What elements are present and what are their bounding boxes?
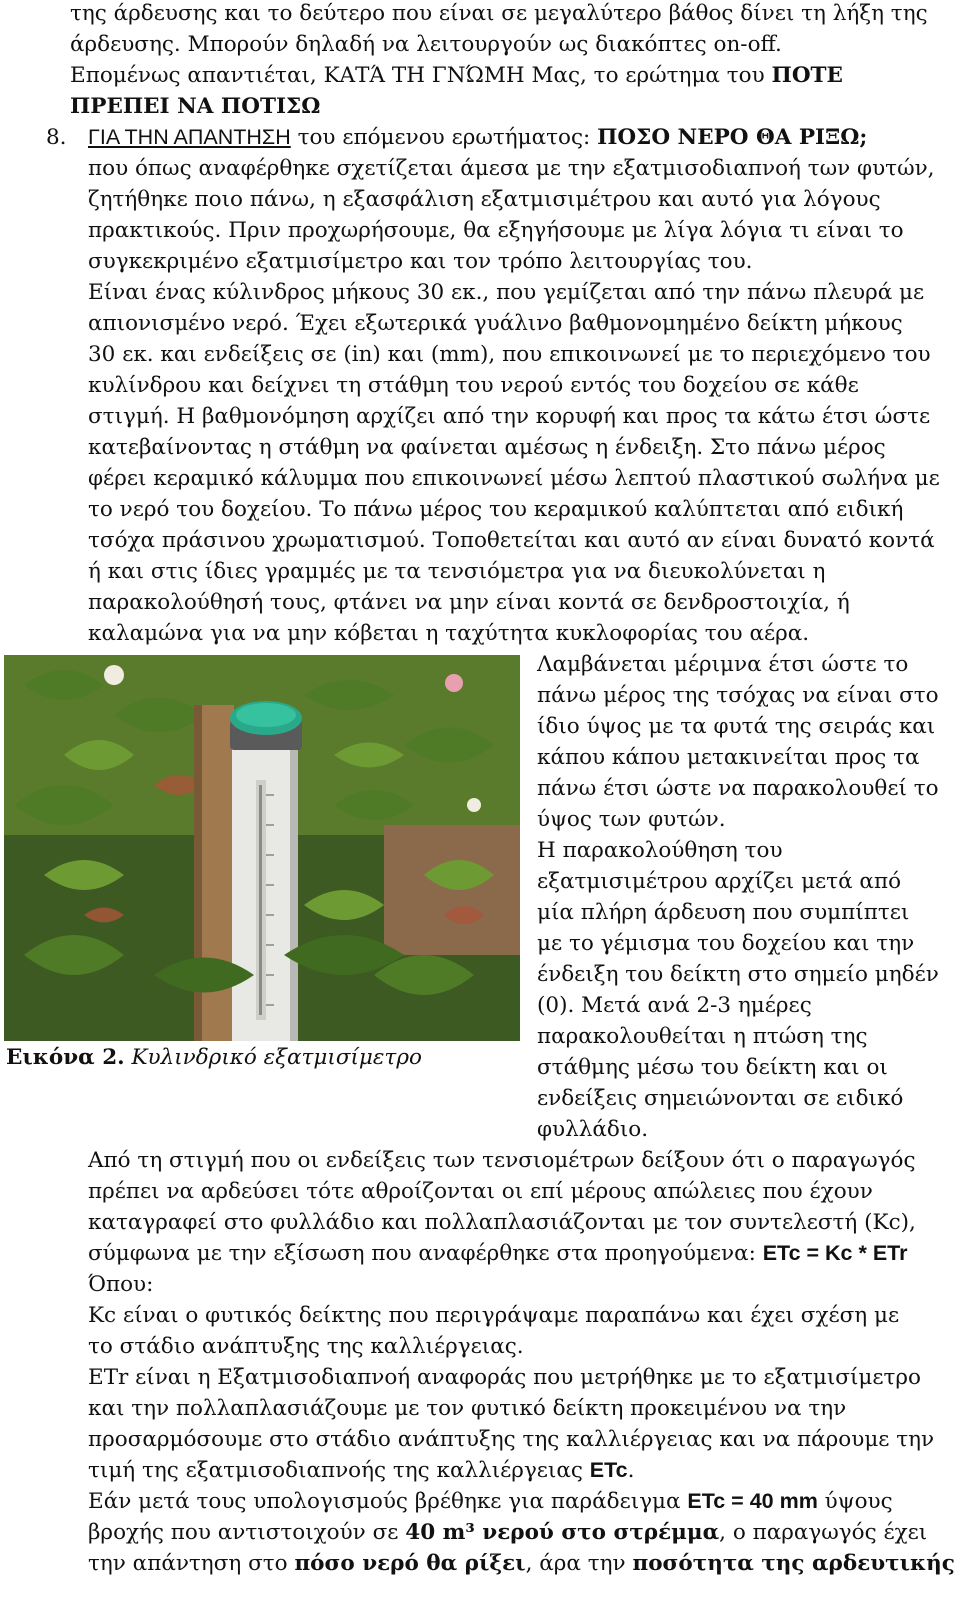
evaporimeter-photo xyxy=(4,655,520,1041)
bold-text: ποσότητα της αρδευτικής xyxy=(632,1551,955,1576)
text-line: και την πολλαπλασιάζουμε με τον φυτικό δείκτη προκειμένου να την xyxy=(88,1396,847,1421)
bold-text: ΠΟΤΕ xyxy=(771,63,843,88)
caption-label: Εικόνα 2. xyxy=(6,1045,125,1070)
text-line: καλαμώνα για να μην κόβεται η ταχύτητα κυκλοφορίας του αέρα. xyxy=(88,621,810,646)
equation-line xyxy=(88,1238,907,1269)
text-line xyxy=(88,1455,634,1486)
text-span: τιμή της εξατμισοδιαπνοής της καλλιέργειας xyxy=(88,1458,590,1483)
text-line xyxy=(88,1486,893,1517)
bold-text: ΠΟΣΟ ΝΕΡΟ ΘΑ ΡΙΞΩ; xyxy=(597,125,868,150)
text-line: ETr είναι η Εξατμισοδιαπνοή αναφοράς που μετρήθηκε με το εξατμισίμετρο xyxy=(88,1365,921,1390)
text-span: την απάντηση στο xyxy=(88,1551,295,1576)
text-line: της άρδευσης και το δεύτερο που είναι σε μεγαλύτερο βάθος δίνει τη λήξη της xyxy=(70,1,928,26)
text-line: καταγραφεί στο φυλλάδιο και πολλαπλασιάζονται με τον συντελεστή (Kc), xyxy=(88,1210,916,1235)
text-span: του επόμενου ερωτήματος: xyxy=(290,125,598,150)
text-line: Όπου: xyxy=(88,1272,154,1297)
underlined-text: ΓΙΑ ΤΗΝ ΑΠΑΝΤΗΣΗ xyxy=(88,125,291,149)
bold-text: πόσο νερό θα ρίξει xyxy=(294,1551,526,1576)
side-text-line: φυλλάδιο. xyxy=(537,1117,649,1142)
side-text-line: με το γέμισμα του δοχείου και την xyxy=(537,931,915,956)
bold-text: ΠΡΕΠΕΙ ΝΑ ΠΟΤΙΣΩ xyxy=(70,94,321,119)
text-line: πρακτικούς. Πριν προχωρήσουμε, θα εξηγήσουμε με λίγα λόγια τι είναι το xyxy=(88,218,904,243)
text-line: το νερό του δοχείου. Το πάνω μέρος του κεραμικού καλύπτεται από ειδική xyxy=(88,497,904,522)
text-line: τσόχα πράσινου χρωματισμού. Τοποθετείται και αυτό αν είναι δυνατό κοντά xyxy=(88,528,935,553)
side-text-line: ενδείξεις σημειώνονται σε ειδικό xyxy=(537,1086,904,1111)
text-line: προσαρμόσουμε στο στάδιο ανάπτυξης της καλλιέργειας και να πάρουμε την xyxy=(88,1427,935,1452)
text-line xyxy=(70,60,843,91)
side-text-line: Λαμβάνεται μέριμνα έτσι ώστε το xyxy=(537,652,909,677)
text-line: που όπως αναφέρθηκε σχετίζεται άμεσα με την εξατμισοδιαπνοή των φυτών, xyxy=(88,156,935,181)
text-line: το στάδιο ανάπτυξης της καλλιέργειας. xyxy=(88,1334,524,1359)
side-text-line: παρακολουθείται η πτώση της xyxy=(537,1024,868,1049)
text-span: ύψους xyxy=(817,1489,893,1514)
side-text-line: (0). Μετά ανά 2-3 ημέρες xyxy=(537,993,812,1018)
text-line xyxy=(88,1548,955,1579)
text-span: βροχής που αντιστοιχούν σε xyxy=(88,1520,406,1545)
side-text-line: ένδειξη του δείκτη στο σημείο μηδέν xyxy=(537,962,939,987)
text-line: πρέπει να αρδεύσει τότε αθροίζονται οι επί μέρους απώλειες που έχουν xyxy=(88,1179,873,1204)
bold-heading xyxy=(70,91,320,122)
side-text-line: πάνω έτσι ώστε να παρακολουθεί το xyxy=(537,776,939,801)
text-line: 30 εκ. και ενδείξεις σε (in) και (mm), που επικοινωνεί με το περιεχόμενο του xyxy=(88,342,931,367)
text-line: συγκεκριμένο εξατμισίμετρο και τον τρόπο λειτουργίας του. xyxy=(88,249,753,274)
text-line xyxy=(88,1517,927,1548)
item-number: 8. xyxy=(46,125,67,150)
figure-caption xyxy=(6,1042,422,1073)
side-text-line: πάνω μέρος της τσόχας να είναι στο xyxy=(537,683,939,708)
text-line: κατεβαίνοντας η στάθμη να φαίνεται αμέσως η ένδειξη. Στο πάνω μέρος xyxy=(88,435,886,460)
side-text-line: Η παρακολούθηση του xyxy=(537,838,783,863)
text-span: Επομένως απαντιέται, ΚΑΤΆ ΤΗ ΓΝΏΜΗ Μας, το ερώτημα του xyxy=(70,63,772,88)
bold-text: ETc = 40 mm xyxy=(687,1489,818,1513)
side-text-line: εξατμισιμέτρου αρχίζει μετά από xyxy=(537,869,902,894)
bold-text: ETc xyxy=(589,1458,628,1482)
text-line: άρδευσης. Μπορούν δηλαδή να λειτουργούν ως διακόπτες on-off. xyxy=(70,32,782,57)
text-line: κυλίνδρου και δείχνει τη στάθμη του νερού εντός του δοχείου σε κάθε xyxy=(88,373,859,398)
text-line: ή και στις ίδιες γραμμές με τα τενσιόμετρα για να διευκολύνεται η xyxy=(88,559,826,584)
text-line: φέρει κεραμικό κάλυμμα που επικοινωνεί μέσω λεπτού πλαστικού σωλήνα με xyxy=(88,466,940,491)
text-span: , ο παραγωγός έχει xyxy=(719,1520,928,1545)
side-text-line: μία πλήρη άρδευση που συμπίπτει xyxy=(537,900,910,925)
text-line: Είναι ένας κύλινδρος μήκους 30 εκ., που γεμίζεται από την πάνω πλευρά με xyxy=(88,280,925,305)
side-text-line: ύψος των φυτών. xyxy=(537,807,726,832)
text-line: παρακολούθησή τους, φτάνει να μην είναι κοντά σε δενδροστοιχία, ή xyxy=(88,590,850,615)
text-line: Από τη στιγμή που οι ενδείξεις των τενσιομέτρων δείξουν ότι ο παραγωγός xyxy=(88,1148,916,1173)
text-line: απιονισμένο νερό. Έχει εξωτερικά γυάλινο βαθμονομημένο δείκτη μήκους xyxy=(88,311,903,336)
side-text-line: ίδιο ύψος με τα φυτά της σειράς και xyxy=(537,714,936,739)
text-line: Kc είναι ο φυτικός δείκτης που περιγράψαμε παραπάνω και έχει σχέση με xyxy=(88,1303,900,1328)
side-text-line: στάθμης μέσω του δείκτη και οι xyxy=(537,1055,888,1080)
side-text-line: κάπου κάπου μετακινείται προς τα xyxy=(537,745,920,770)
equation: ETc = Kc * ETr xyxy=(762,1241,908,1265)
caption-text: Κυλινδρικό εξατμισίμετρο xyxy=(124,1045,422,1070)
text-line: στιγμή. Η βαθμονόμηση αρχίζει από την κορυφή και προς τα κάτω έτσι ώστε xyxy=(88,404,931,429)
item-heading xyxy=(88,122,867,153)
text-line: ζητήθηκε ποιο πάνω, η εξασφάλιση εξατμισιμέτρου και αυτό για λόγους xyxy=(88,187,881,212)
text-span: , άρα την xyxy=(525,1551,633,1576)
text-span: . xyxy=(627,1458,635,1483)
text-span: σύμφωνα με την εξίσωση που αναφέρθηκε στα προηγούμενα: xyxy=(88,1241,763,1266)
bold-text: 40 m³ νερού στο στρέμμα xyxy=(405,1520,720,1545)
text-span: Εάν μετά τους υπολογισμούς βρέθηκε για παράδειγμα xyxy=(88,1489,688,1514)
